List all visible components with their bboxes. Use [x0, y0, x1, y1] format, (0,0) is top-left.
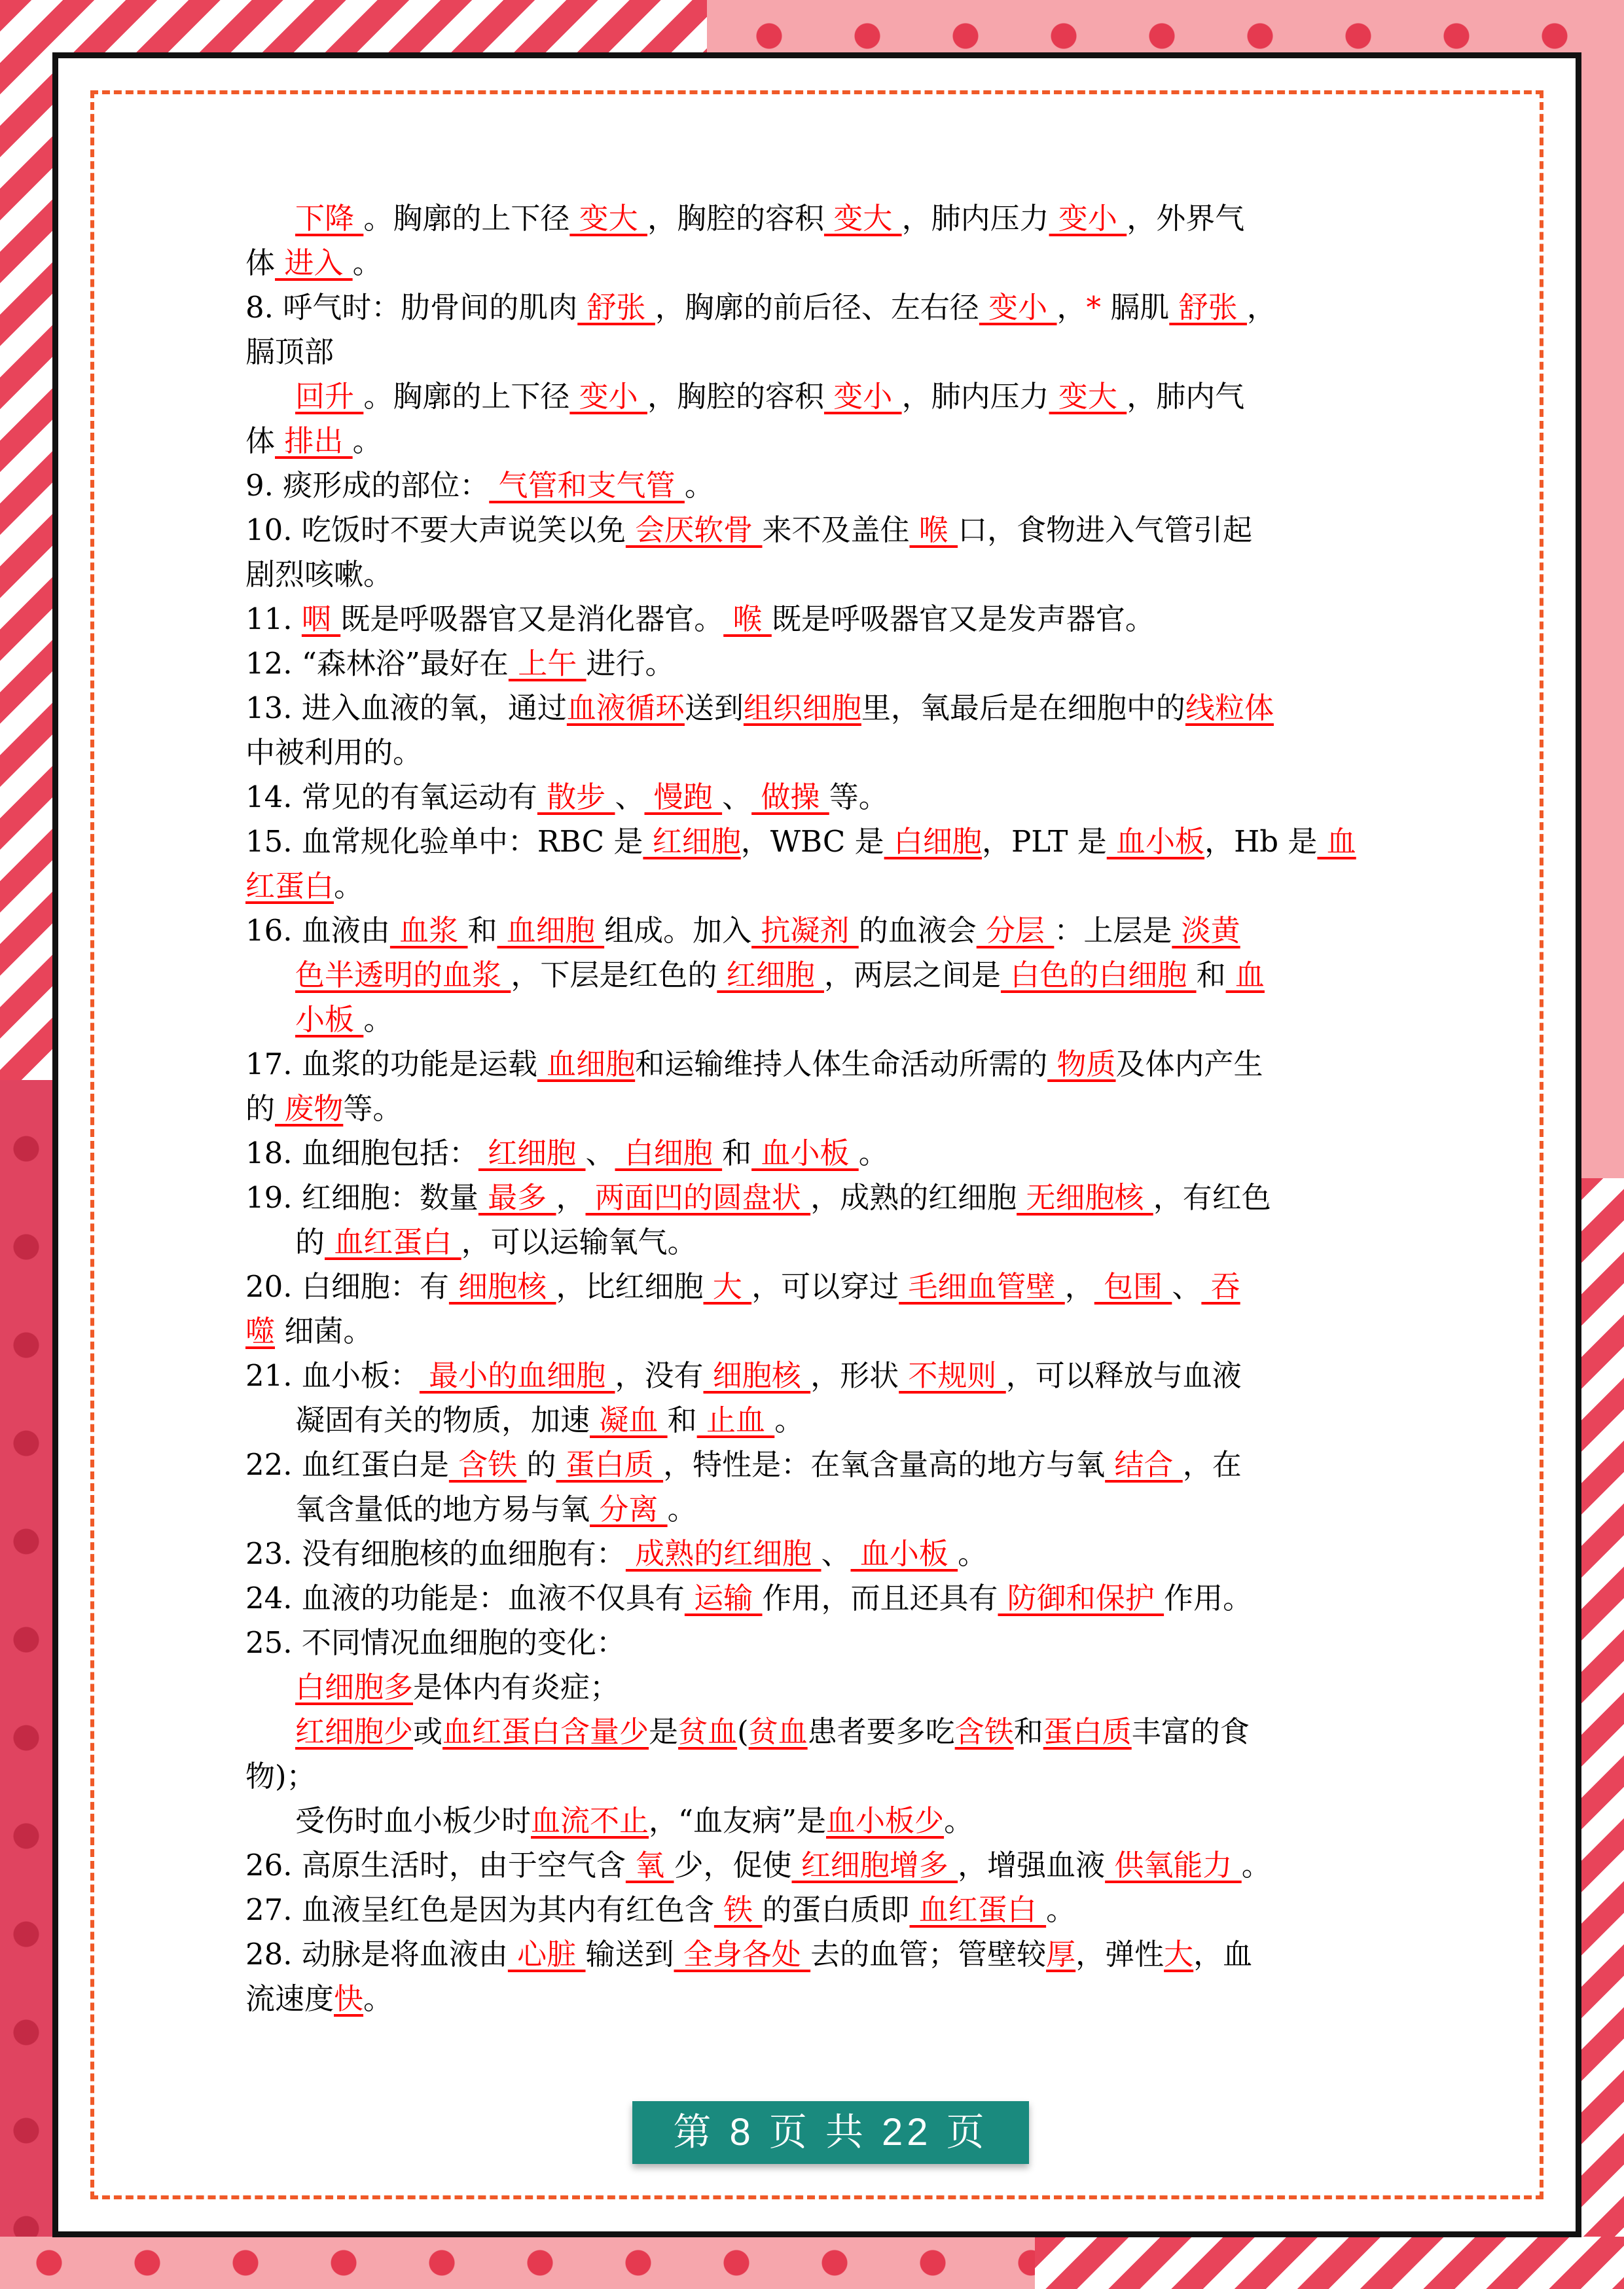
answer: 氧: [625, 1848, 674, 1883]
text: 。: [944, 1803, 974, 1838]
star-marker: *: [1086, 290, 1101, 325]
answer: 变大: [569, 201, 647, 236]
answer: 红细胞: [478, 1136, 586, 1170]
answer: 红细胞: [643, 824, 741, 859]
question-7-line-1: [245, 196, 1378, 241]
text: 是: [649, 1714, 679, 1749]
question-13-line-1: [245, 686, 1378, 730]
text: ，两层之间是: [823, 958, 1001, 992]
text: 等。: [829, 780, 888, 814]
question-20-line-1: [245, 1265, 1378, 1309]
text: 、: [821, 1536, 851, 1571]
answer: 散步: [537, 780, 615, 814]
answer: 血小板少: [826, 1803, 945, 1838]
text: ，: [1246, 290, 1276, 325]
text: 作用，而且还具有: [762, 1581, 998, 1615]
text: 17. 血浆的功能是运载: [245, 1047, 537, 1081]
text: 18. 血细胞包括：: [245, 1136, 478, 1170]
text: 膈肌: [1101, 290, 1170, 325]
question-19-line-1: [245, 1176, 1378, 1220]
question-16-line-1: [245, 909, 1378, 953]
text: ，: [556, 1180, 586, 1215]
answer: 心脏: [507, 1937, 586, 1972]
answer: 血小板: [850, 1536, 958, 1571]
answer: 回升: [295, 379, 364, 414]
text: 、: [585, 1136, 615, 1170]
text: 组成。加入: [604, 913, 752, 948]
text: 13. 进入血液的氧，通过: [245, 691, 567, 725]
text: 16. 血液由: [245, 913, 390, 948]
answer: 抗凝剂: [751, 913, 859, 948]
text: ，PLT 是: [981, 824, 1107, 859]
answer: 色半透明的血浆: [295, 958, 511, 992]
text: ，胸腔的容积: [647, 379, 824, 414]
answer: 变小: [823, 379, 902, 414]
answer: 线粒体: [1185, 691, 1274, 725]
answer: 红细胞少: [295, 1714, 414, 1749]
answer: 两面凹的圆盘状: [585, 1180, 811, 1215]
worksheet-content: [245, 196, 1378, 2021]
answer: 喉: [909, 513, 958, 547]
text: 物)；: [245, 1759, 316, 1793]
text: 丰富的食: [1131, 1714, 1250, 1749]
question-7-line-2: [245, 241, 1378, 285]
text: ，肺内压力: [901, 379, 1049, 414]
question-8-line-3: [245, 374, 1378, 419]
text: 11.: [245, 602, 302, 636]
question-20-line-2: [245, 1309, 1378, 1354]
question-16-line-2: [245, 953, 1378, 998]
text: 。: [1046, 1892, 1076, 1927]
answer: 防御和保护: [998, 1581, 1164, 1615]
text: 和: [467, 913, 497, 948]
question-25-line-3: [245, 1710, 1378, 1754]
question-25-line-5: [245, 1799, 1378, 1843]
text: ，有红色: [1153, 1180, 1271, 1215]
text: ，: [1064, 1269, 1094, 1304]
text: 剧烈咳嗽。: [245, 557, 393, 592]
text: ，可以运输氧气。: [461, 1225, 697, 1259]
text: 的血液会: [858, 913, 977, 948]
question-25-line-2: [245, 1665, 1378, 1710]
question-14: [245, 775, 1378, 820]
text: 。: [334, 869, 364, 903]
background-left-dots: [0, 1080, 52, 2289]
text: 23. 没有细胞核的血细胞有：: [245, 1536, 626, 1571]
text: 。: [958, 1536, 988, 1571]
question-19-line-2: [245, 1220, 1378, 1265]
text: 少，促使: [674, 1848, 792, 1883]
text: ，成熟的红细胞: [810, 1180, 1017, 1215]
text: 。: [363, 1981, 393, 2016]
text: 凝固有关的物质，加速: [295, 1403, 590, 1437]
answer: 白色的白细胞: [1000, 958, 1197, 992]
question-17-line-2: [245, 1087, 1378, 1131]
answer: 分层: [976, 913, 1055, 948]
answer: 含铁: [448, 1447, 527, 1482]
text: ，“血友病”是: [649, 1803, 827, 1838]
question-22-line-1: [245, 1443, 1378, 1487]
answer: 血流不止: [531, 1803, 649, 1838]
question-8-line-4: [245, 419, 1378, 463]
answer: 血细胞: [537, 1047, 636, 1081]
answer: 白细胞: [884, 824, 982, 859]
text: 。: [352, 424, 382, 458]
answer: 变小: [979, 290, 1057, 325]
answer: 喉: [723, 602, 772, 636]
text: ，特性是：在氧含量高的地方与氧: [663, 1447, 1106, 1482]
answer: 成熟的红细胞: [625, 1536, 821, 1571]
text: ，血: [1193, 1937, 1253, 1972]
text: 、: [722, 780, 752, 814]
text: ，Hb 是: [1204, 824, 1318, 859]
answer: 最小的血细胞: [419, 1358, 615, 1393]
text: ，胸廓的前后径、左右径: [655, 290, 979, 325]
answer: 舒张: [1169, 290, 1247, 325]
text: 既是呼吸器官又是发声器官。: [771, 602, 1155, 636]
text: 及体内产生: [1115, 1047, 1263, 1081]
text: 既是呼吸器官又是消化器官。: [340, 602, 724, 636]
answer: 细胞核: [703, 1358, 811, 1393]
answer: 下降: [295, 201, 364, 236]
question-12: [245, 641, 1378, 686]
answer: 废物: [275, 1091, 344, 1126]
answer: 不规则: [899, 1358, 1006, 1393]
answer: 毛细血管壁: [899, 1269, 1065, 1304]
text: 和: [667, 1403, 697, 1437]
question-27: [245, 1888, 1378, 1932]
question-25-line-1: [245, 1621, 1378, 1665]
question-8-line-1: [245, 285, 1378, 330]
question-8-line-2: [245, 330, 1378, 374]
text: ，胸腔的容积: [647, 201, 824, 236]
text: 来不及盖住: [762, 513, 910, 547]
text: 患者要多吃: [807, 1714, 955, 1749]
text: 。: [352, 245, 382, 280]
text: ，比红细胞: [556, 1269, 704, 1304]
text: 25. 不同情况血细胞的变化：: [245, 1625, 626, 1660]
text: 或: [413, 1714, 443, 1749]
text: 12. “森林浴”最好在: [245, 646, 509, 681]
text: 的蛋白质即: [762, 1892, 910, 1927]
text: 。: [858, 1136, 888, 1170]
text: 8. 呼气时：肋骨间的肌肉: [245, 290, 578, 325]
answer: 运输: [684, 1581, 763, 1615]
text: 是体内有炎症；: [413, 1670, 620, 1704]
answer: 贫血: [678, 1714, 738, 1749]
text: ，: [1056, 290, 1087, 325]
answer: 上午: [508, 646, 586, 681]
answer: 血红蛋白含量少: [442, 1714, 649, 1749]
text: ，没有: [615, 1358, 704, 1393]
answer: 止血: [696, 1403, 775, 1437]
answer: 含铁: [954, 1714, 1014, 1749]
text: ，下层是红色的: [511, 958, 717, 992]
text: ，在: [1182, 1447, 1242, 1482]
text: 去的血管；管壁较: [810, 1937, 1047, 1972]
answer: 咽: [301, 602, 341, 636]
answer: 变小: [1049, 201, 1127, 236]
text: 和: [1013, 1714, 1043, 1749]
answer: 全身各处: [674, 1937, 811, 1972]
text: 的: [245, 1091, 276, 1126]
answer: 大: [703, 1269, 752, 1304]
answer: 变大: [823, 201, 902, 236]
answer: 排出: [275, 424, 353, 458]
question-10-line-1: [245, 508, 1378, 552]
answer: 供氧能力: [1105, 1848, 1242, 1883]
answer: 红细胞: [717, 958, 824, 992]
answer: 血小板: [1106, 824, 1205, 859]
answer: 白细胞: [615, 1136, 723, 1170]
text: 的: [295, 1225, 325, 1259]
question-21-line-1: [245, 1354, 1378, 1398]
text: 膈顶部: [245, 334, 334, 369]
answer: 进入: [275, 245, 353, 280]
answer: 会厌软骨: [625, 513, 763, 547]
text: 和: [722, 1136, 752, 1170]
text: ，可以穿过: [751, 1269, 899, 1304]
text: 的: [526, 1447, 556, 1482]
text: 和: [1196, 958, 1226, 992]
question-18: [245, 1131, 1378, 1176]
answer: 气管和支气管: [489, 468, 685, 503]
answer: 红蛋白: [245, 869, 334, 903]
background-stripes-bottom-right: [1035, 2237, 1624, 2289]
answer: 血红蛋白: [909, 1892, 1047, 1927]
answer: 蛋白质: [1043, 1714, 1132, 1749]
text: 22. 血红蛋白是: [245, 1447, 449, 1482]
question-25-line-4: [245, 1754, 1378, 1799]
answer: 血细胞: [497, 913, 605, 948]
answer: 血小板: [751, 1136, 859, 1170]
text: 体: [245, 245, 276, 280]
answer: 大: [1164, 1937, 1194, 1972]
answer: 结合: [1105, 1447, 1183, 1482]
answer: 做操: [751, 780, 829, 814]
text: 10. 吃饭时不要大声说笑以免: [245, 513, 626, 547]
question-26: [245, 1843, 1378, 1888]
question-24: [245, 1576, 1378, 1621]
background-dots-bottom: [0, 2237, 1080, 2289]
question-28-line-1: [245, 1932, 1378, 1977]
answer: 血浆: [389, 913, 468, 948]
answer: 铁: [713, 1892, 763, 1927]
text: 。: [774, 1403, 804, 1437]
text: 受伤时血小板少时: [295, 1803, 532, 1838]
text: 。: [667, 1492, 697, 1526]
text: ，形状: [810, 1358, 899, 1393]
answer: 吞: [1201, 1269, 1240, 1304]
text: 28. 动脉是将血液由: [245, 1937, 508, 1972]
answer: 贫血: [748, 1714, 808, 1749]
text: 氧含量低的地方易与氧: [295, 1492, 590, 1526]
text: 等。: [343, 1091, 403, 1126]
answer: 组织细胞: [743, 691, 861, 725]
answer: 分离: [590, 1492, 668, 1526]
question-22-line-2: [245, 1487, 1378, 1532]
answer: 白细胞多: [295, 1670, 414, 1704]
answer: 红细胞增多: [791, 1848, 958, 1883]
question-16-line-3: [245, 998, 1378, 1042]
question-10-line-2: [245, 552, 1378, 597]
text: 口，食物进入气管引起: [958, 513, 1253, 547]
answer: 淡黄: [1172, 913, 1240, 948]
answer: 蛋白质: [556, 1447, 664, 1482]
question-23: [245, 1532, 1378, 1576]
answer: 无细胞核: [1017, 1180, 1153, 1215]
text: ，肺内气: [1127, 379, 1245, 414]
answer: 小板: [295, 1002, 364, 1037]
question-17-line-1: [245, 1042, 1378, 1087]
text: ，WBC 是: [740, 824, 884, 859]
text: 27. 血液呈红色是因为其内有红色含: [245, 1892, 714, 1927]
text: 送到: [684, 691, 744, 725]
answer: 厚: [1046, 1937, 1076, 1972]
question-13-line-2: [245, 730, 1378, 775]
text: 。胸廓的上下径: [363, 201, 570, 236]
text: (: [737, 1714, 749, 1749]
text: 24. 血液的功能是：血液不仅具有: [245, 1581, 685, 1615]
text: 20. 白细胞：有: [245, 1269, 449, 1304]
text: 进行。: [586, 646, 675, 681]
answer: 血: [1225, 958, 1265, 992]
text: 、: [1172, 1269, 1202, 1304]
text: 21. 血小板：: [245, 1358, 420, 1393]
answer: 慢跑: [644, 780, 723, 814]
answer: 包围: [1094, 1269, 1172, 1304]
answer: 物质: [1047, 1047, 1116, 1081]
text: 输送到: [585, 1937, 674, 1972]
text: 26. 高原生活时，由于空气含: [245, 1848, 626, 1883]
text: 流速度: [245, 1981, 334, 2016]
text: 和运输维持人体生命活动所需的: [635, 1047, 1048, 1081]
answer: 最多: [478, 1180, 556, 1215]
question-11: [245, 597, 1378, 641]
answer: 快: [334, 1981, 364, 2016]
text: 9. 痰形成的部位：: [245, 468, 490, 503]
answer: 变大: [1049, 379, 1127, 414]
question-15-line-2: [245, 864, 1378, 909]
text: 。: [1241, 1848, 1271, 1883]
text: 细菌。: [275, 1314, 373, 1348]
answer: 血: [1317, 824, 1356, 859]
text: ，肺内压力: [901, 201, 1049, 236]
text: 体: [245, 424, 276, 458]
text: 、: [615, 780, 645, 814]
answer: 凝血: [590, 1403, 668, 1437]
text: 15. 血常规化验单中：RBC 是: [245, 824, 643, 859]
answer: 噬: [245, 1314, 276, 1348]
answer: 变小: [569, 379, 647, 414]
text: 。: [684, 468, 714, 503]
answer: 舒张: [577, 290, 655, 325]
question-21-line-2: [245, 1398, 1378, 1443]
text: 中被利用的。: [245, 735, 423, 770]
answer: 血红蛋白: [325, 1225, 461, 1259]
text: ，增强血液: [958, 1848, 1106, 1883]
text: ，外界气: [1127, 201, 1245, 236]
text: ，弹性: [1075, 1937, 1164, 1972]
page-number-badge: 第 8 页 共 22 页: [632, 2101, 1029, 2164]
text: ，可以释放与血液: [1005, 1358, 1242, 1393]
text: 作用。: [1164, 1581, 1253, 1615]
text: 里，氧最后是在细胞中的: [861, 691, 1185, 725]
text: 19. 红细胞：数量: [245, 1180, 478, 1215]
question-15-line-1: [245, 820, 1378, 864]
answer: 血液循环: [566, 691, 685, 725]
text: 。胸廓的上下径: [363, 379, 570, 414]
text: 。: [363, 1002, 393, 1037]
question-28-line-2: [245, 1977, 1378, 2021]
question-9: [245, 463, 1378, 508]
text: 14. 常见的有氧运动有: [245, 780, 537, 814]
answer: 细胞核: [448, 1269, 556, 1304]
text: ：上层是: [1054, 913, 1172, 948]
